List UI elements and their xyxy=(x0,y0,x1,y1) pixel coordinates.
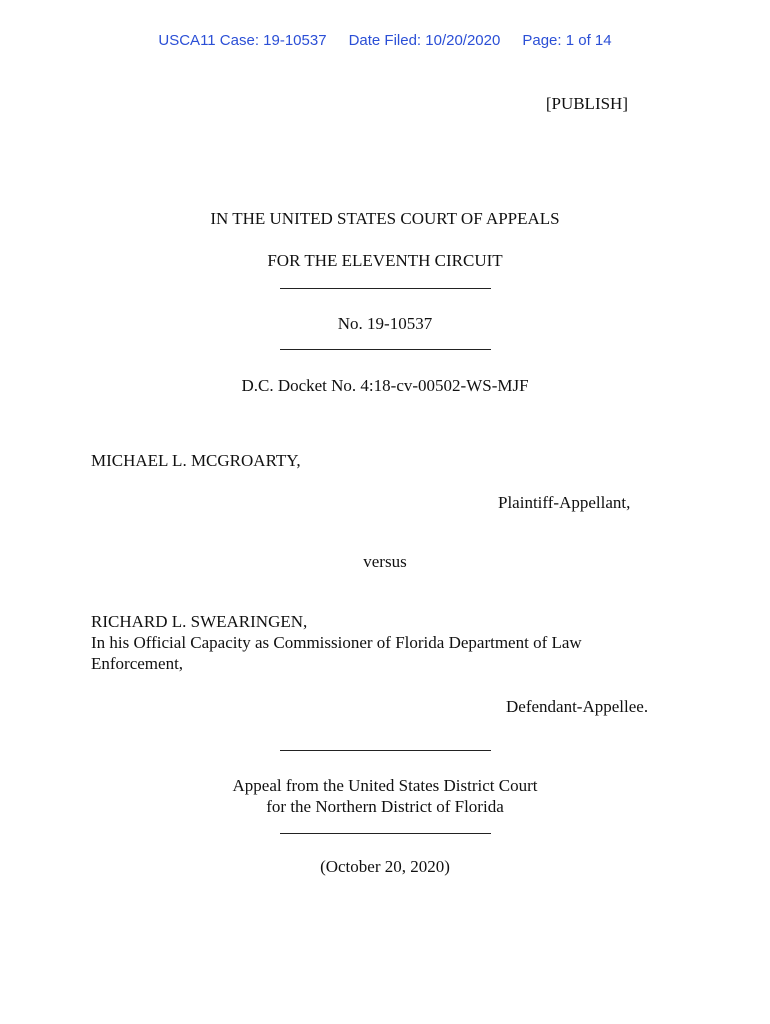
date-filed-header: Date Filed: 10/20/2020 xyxy=(348,32,501,49)
defendant-name: RICHARD L. SWEARINGEN, xyxy=(91,612,308,631)
court-name: IN THE UNITED STATES COURT OF APPEALS xyxy=(210,209,560,228)
page-count-header: Page: 1 of 14 xyxy=(522,32,612,49)
decision-date: (October 20, 2020) xyxy=(320,857,450,876)
plaintiff-name: MICHAEL L. MCGROARTY, xyxy=(91,451,301,470)
circuit-name: FOR THE ELEVENTH CIRCUIT xyxy=(267,251,503,270)
appeal-origin: Appeal from the United States District Court xyxy=(232,776,538,795)
publish-tag: [PUBLISH] xyxy=(545,94,628,113)
filing-header xyxy=(0,32,770,49)
versus-label: versus xyxy=(363,552,407,571)
defendant-capacity: In his Official Capacity as Commissioner of Florida Department of Law xyxy=(91,633,582,652)
appeal-case-number: No. 19-10537 xyxy=(337,314,433,333)
appeal-district: for the Northern District of Florida xyxy=(266,797,504,816)
divider-rule xyxy=(280,349,491,350)
district-docket-number: D.C. Docket No. 4:18-cv-00502-WS-MJF xyxy=(241,376,529,395)
divider-rule xyxy=(280,750,491,751)
defendant-capacity-cont: Enforcement, xyxy=(91,654,184,673)
case-number-header: USCA11 Case: 19-10537 xyxy=(158,32,327,49)
divider-rule xyxy=(280,833,491,834)
plaintiff-role: Plaintiff-Appellant, xyxy=(498,493,631,512)
divider-rule xyxy=(280,288,491,289)
defendant-role: Defendant-Appellee. xyxy=(506,697,649,716)
